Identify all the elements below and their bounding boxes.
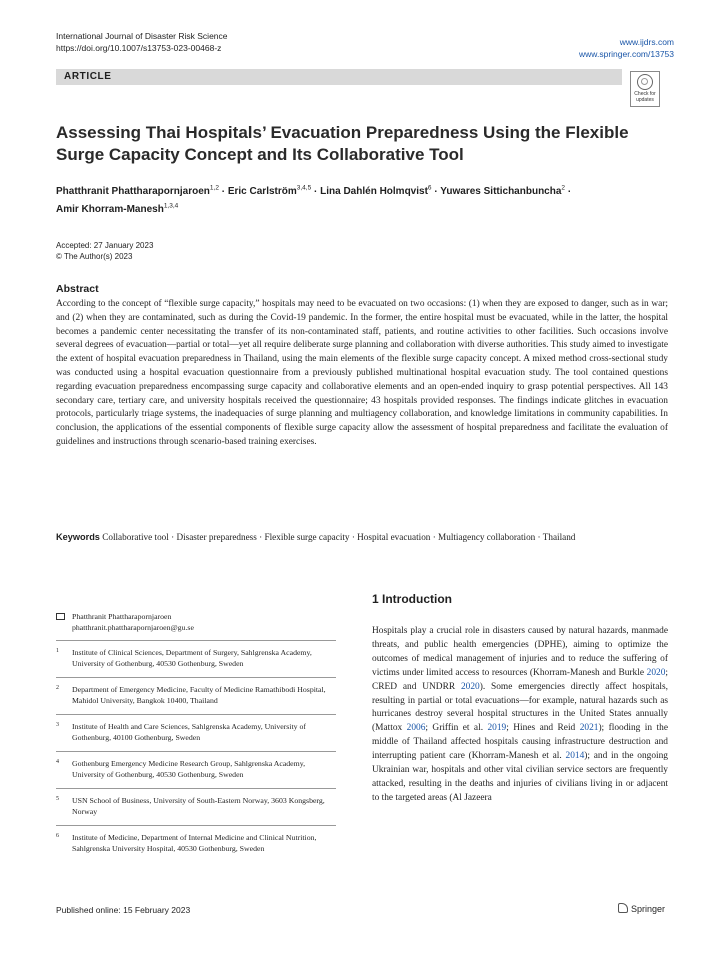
doi-link[interactable]: https://doi.org/10.1007/s13753-023-00468-z xyxy=(56,43,222,53)
divider xyxy=(56,788,336,789)
article-dates xyxy=(56,240,153,262)
corresponding-email[interactable]: phatthranit.phattharapornjaroen@gu.se xyxy=(72,622,194,632)
author[interactable]: Yuwares Sittichanbuncha$^2$ xyxy=(440,185,566,198)
author[interactable]: Phatthranit Phattharapornjaroen$^{1,2}$ xyxy=(56,185,219,198)
copyright-notice: © The Author(s) 2023 xyxy=(56,252,133,261)
update-badge-line2: updates xyxy=(636,97,654,103)
keywords-text: Collaborative tool · Disaster preparedness · Flexible surge capacity · Hospital evacuation · Multiagency collaboration · Thailand xyxy=(102,532,576,542)
citation-link[interactable]: 2020 xyxy=(646,667,666,678)
affiliation-item: 4 Gothenburg Emergency Medicine Research Group, Sahlgrenska Academy, University of Gothenburg, 40530 Gothenburg, Sweden xyxy=(56,759,306,779)
author[interactable]: Lina Dahlén Holmqvist$^6$ xyxy=(320,185,432,198)
citation-link[interactable]: 2021 xyxy=(579,723,599,734)
springer-horse-icon xyxy=(618,903,628,913)
citation-link[interactable]: 2020 xyxy=(460,681,480,692)
springer-url-link[interactable]: www.springer.com/13753 xyxy=(579,49,674,59)
corresponding-author xyxy=(56,612,336,633)
author-list: Phatthranit Phattharapornjaroen$^{1,2}$ · Eric Carlström$^{3,4,5}$ · Lina Dahlén Holmqvist$^6$ · Yuwares Sittichanbuncha$^2$ · Amir Khorram-Manesh$^{1,3,4}$ xyxy=(56,185,572,215)
envelope-icon xyxy=(56,613,65,620)
affiliations-block xyxy=(56,612,336,862)
journal-header xyxy=(56,30,228,54)
journal-urls xyxy=(579,36,674,60)
introduction-heading: 1 Introduction xyxy=(372,592,452,606)
introduction-text: Hospitals play a crucial role in disasters caused by natural hazards, manmade threats, and public health emergencies (DPHE), aiming to optimize the outcomes of medical management of injuries and to reduce the suffering of victims under limited access to resources (Khorram-Manesh and Burkle 2020; CRED and UNDRR 2020). Some emergencies directly affect hospitals, resulting in partial or total evacuations—for example, natural hazards such as hurricanes destroy several hospital structures in the United States annually (Mattox 2006; Griffin et al. 2019; Hines and Reid 2021); flooding in the middle of Thailand affected hospitals causing infrastructure destruction and interrupting patient care (Khorram-Manesh et al. 2014); and in the ongoing Ukrainian war, hospitals and other vital civilian service sectors are frequently attacked, resulting in the deaths and injuries of civilians living in or adjacent to the targeted areas (Al Jazeera xyxy=(372,626,668,803)
update-badge-line1: Check for xyxy=(634,91,656,97)
update-icon xyxy=(637,74,653,90)
affiliation-item: 1 Institute of Clinical Sciences, Department of Surgery, Sahlgrenska Academy, University of Gothenburg, 40530 Gothenburg, Sweden xyxy=(56,648,312,668)
divider xyxy=(56,714,336,715)
affiliation-item: 2 Department of Emergency Medicine, Faculty of Medicine Ramathibodi Hospital, Mahidol University, Bangkok 10400, Thailand xyxy=(56,685,326,705)
abstract-heading: Abstract xyxy=(56,283,99,295)
published-online-date: Published online: 15 February 2023 xyxy=(56,905,191,915)
citation-link[interactable]: 2014 xyxy=(565,751,585,762)
publisher-logo[interactable] xyxy=(618,903,665,914)
divider xyxy=(56,751,336,752)
journal-name: International Journal of Disaster Risk Science xyxy=(56,31,228,41)
keywords-label: Keywords xyxy=(56,532,100,542)
affiliation-item: 3 Institute of Health and Care Sciences, Sahlgrenska Academy, University of Gothenburg, 40100 Gothenburg, Sweden xyxy=(56,722,306,742)
divider xyxy=(56,677,336,678)
article-type-bar: ARTICLE xyxy=(56,69,622,85)
citation-link[interactable]: 2006 xyxy=(406,723,426,734)
citation-link[interactable]: 2019 xyxy=(487,723,507,734)
author[interactable]: Amir Khorram-Manesh$^{1,3,4}$ xyxy=(56,202,179,215)
affiliation-item: 5 USN School of Business, University of South-Eastern Norway, 3603 Kongsberg, Norway xyxy=(56,796,325,816)
divider xyxy=(56,640,336,641)
accepted-date: Accepted: 27 January 2023 xyxy=(56,241,154,250)
keywords xyxy=(56,531,576,544)
article-title: Assessing Thai Hospitals’ Evacuation Preparedness Using the Flexible Surge Capacity Concept and Its Collaborative Tool xyxy=(56,123,629,164)
check-for-updates-badge[interactable] xyxy=(630,71,660,107)
corresponding-name: Phatthranit Phattharapornjaroen xyxy=(72,612,172,621)
publisher-name: Springer xyxy=(631,904,666,914)
divider xyxy=(56,825,336,826)
affiliation-item: 6 Institute of Medicine, Department of Internal Medicine and Clinical Nutrition, Sahlgrenska University Hospital, 40530 Gothenburg, Sweden xyxy=(56,833,317,853)
journal-url-link[interactable]: www.ijdrs.com xyxy=(619,37,674,47)
author[interactable]: Eric Carlström$^{3,4,5}$ xyxy=(227,185,312,198)
abstract-text: According to the concept of “flexible surge capacity,” hospitals may need to be evacuated on two occasions: (1) when they are exposed to danger, such as in war; and (2) when they are contaminated, such as during the Covid-19 pandemic. In the former, the entire hospital must be evacuated, while in the latter, the hospital becomes a pandemic center necessitating the transfer of its non-contaminated staff, patients, and routine activities to other facilities. Such occasions involve several degrees of evacuation—partial or total—yet all require deliberate surge planning and collaboration with diverse authorities. This study aimed to investigate the extent of hospital evacuation preparedness in Thailand, using the main elements of the flexible surge capacity concept. A mixed method cross-sectional study was conducted using a hospital evacuation questionnaire from a previously published multinational hospital evacuation study. The tool contained questions regarding evacuation preparedness encompassing surge capacity and collaborative elements and an open-ended inquiry to grasp potential perspectives. All 143 secondary care, tertiary care, and university hospitals received the questionnaire; 43 hospitals provided responses. The findings indicate glitches in evacuation protocols, particularly triage systems, the inadequacies of surge planning and multiagency collaboration, and knowledge limitations in community capabilities. In conclusion, the applications of the essential components of flexible surge capacity allow the assessment of hospital preparedness and facilitate the evaluation of guidelines and instructions through scenario-based training exercises. xyxy=(56,299,668,447)
